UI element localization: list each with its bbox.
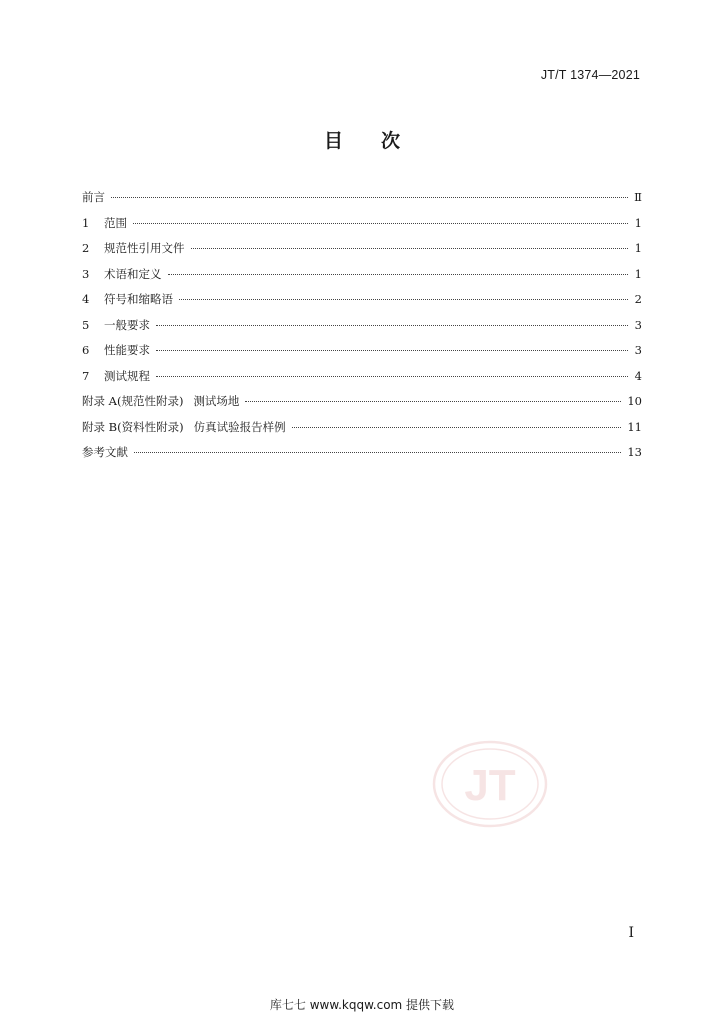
toc-entry-1[interactable] (82, 214, 642, 240)
toc-entry-page: 13 (627, 445, 642, 459)
toc-entry-7[interactable] (82, 367, 642, 393)
toc-entry-appendix-a[interactable] (82, 392, 642, 418)
toc-entry-6[interactable] (82, 341, 642, 367)
toc-entry-label: 规范性引用文件 (104, 241, 185, 255)
toc-entry-number: 4 (82, 292, 90, 306)
dot-leader (111, 196, 628, 198)
toc-entry-page: 10 (627, 394, 642, 408)
toc-entry-page: 11 (627, 419, 642, 434)
toc-entry-page: Ⅱ (634, 190, 642, 204)
toc-entry-2[interactable] (82, 239, 642, 265)
toc-entry-page: 3 (634, 343, 642, 357)
toc-entry-page: 1 (634, 215, 642, 230)
dot-leader (245, 400, 621, 402)
toc-entry-foreword[interactable] (82, 188, 642, 214)
toc-entry-label (82, 392, 239, 410)
dot-leader (168, 273, 629, 275)
toc-entry-number: 1 (82, 215, 90, 230)
dot-leader (292, 426, 622, 428)
toc-entry-page: 1 (634, 241, 642, 255)
appendix-title: 测试场地 (193, 394, 240, 408)
jt-logo-watermark (432, 740, 548, 828)
toc-entry-label: 前言 (82, 190, 105, 204)
toc-entry-label: 性能要求 (104, 343, 150, 357)
appendix-title: 仿真试验报告样例 (193, 419, 286, 434)
toc-entry-page: 1 (634, 266, 642, 281)
toc-entry-label: 一般要求 (104, 317, 150, 332)
toc-entry-number: 7 (82, 368, 90, 383)
toc-entry-4[interactable] (82, 290, 642, 316)
toc-entry-label: 测试规程 (104, 368, 150, 383)
watermark-text: JT (464, 761, 516, 810)
toc-entry-3[interactable] (82, 265, 642, 291)
toc-entry-label: 范围 (104, 215, 127, 230)
toc-entry-label: 参考文献 (82, 445, 128, 459)
dot-leader (191, 247, 629, 249)
appendix-label: 附录 B(资料性附录) (82, 419, 184, 434)
page-title: 目 次 (323, 130, 400, 152)
toc-entry-number: 6 (82, 343, 90, 357)
toc-entry-page: 2 (634, 292, 642, 306)
toc-entry-references[interactable] (82, 443, 642, 469)
toc-entry-page: 4 (634, 368, 642, 383)
toc-entry-label: 符号和缩略语 (104, 292, 173, 306)
toc-entry-page: 3 (634, 317, 642, 332)
dot-leader (156, 349, 628, 351)
download-source-footer[interactable]: 库七七 www.kqqw.com 提供下载 (269, 998, 455, 1012)
dot-leader (156, 324, 628, 326)
toc-entry-5[interactable] (82, 316, 642, 342)
toc-entry-number: 5 (82, 317, 90, 332)
toc-entry-number: 3 (82, 266, 90, 281)
standard-code: JT/T 1374—2021 (540, 68, 640, 82)
toc-entry-number: 2 (82, 241, 90, 255)
toc-entry-appendix-b[interactable] (82, 418, 642, 444)
table-of-contents (82, 188, 642, 469)
dot-leader (134, 451, 621, 453)
appendix-label: 附录 A(规范性附录) (82, 394, 184, 408)
page-number: I (628, 925, 634, 941)
dot-leader (156, 375, 628, 377)
toc-entry-label: 术语和定义 (104, 266, 162, 281)
toc-entry-label (82, 418, 286, 436)
dot-leader (179, 298, 628, 300)
dot-leader (133, 222, 628, 224)
